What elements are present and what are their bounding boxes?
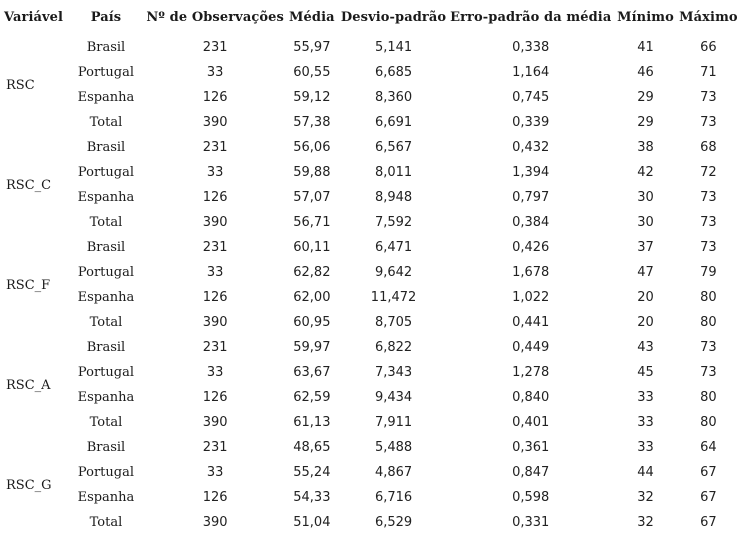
table-row	[0, 285, 740, 310]
cell-minimo: 44	[637, 465, 654, 480]
cell-minimo: 29	[637, 90, 654, 105]
cell-pais: Portugal	[77, 365, 134, 380]
cell-observacoes: 126	[202, 390, 228, 405]
header-media: Média	[289, 10, 335, 25]
table-row	[0, 510, 740, 535]
cell-variavel: RSC	[6, 77, 35, 93]
cell-media: 56,71	[293, 215, 331, 230]
cell-observacoes: 390	[202, 515, 228, 530]
cell-erro-padrao: 0,432	[512, 140, 550, 155]
cell-desvio-padrao: 7,343	[374, 365, 413, 380]
cell-observacoes: 33	[206, 65, 224, 80]
cell-media: 59,88	[293, 165, 331, 180]
cell-media: 62,59	[293, 390, 331, 405]
header-maximo: Máximo	[679, 10, 738, 25]
cell-observacoes: 390	[202, 415, 228, 430]
table-row	[0, 360, 740, 385]
cell-observacoes: 126	[202, 490, 228, 505]
cell-minimo: 29	[637, 115, 654, 130]
cell-maximo: 73	[700, 365, 717, 380]
cell-media: 59,12	[293, 90, 331, 105]
cell-erro-padrao: 0,797	[512, 190, 550, 205]
cell-erro-padrao: 0,401	[512, 415, 550, 430]
cell-maximo: 68	[700, 140, 717, 155]
cell-erro-padrao: 0,331	[512, 515, 550, 530]
cell-observacoes: 33	[206, 465, 224, 480]
cell-observacoes: 33	[206, 165, 224, 180]
cell-pais: Total	[89, 215, 123, 230]
cell-minimo: 20	[637, 290, 654, 305]
table-row	[0, 35, 740, 60]
cell-media: 55,97	[293, 40, 331, 55]
cell-desvio-padrao: 11,472	[370, 290, 417, 305]
cell-media: 55,24	[293, 465, 331, 480]
cell-pais: Espanha	[77, 90, 135, 105]
cell-observacoes: 231	[202, 40, 228, 55]
cell-erro-padrao: 0,840	[512, 390, 550, 405]
cell-erro-padrao: 0,598	[512, 490, 550, 505]
cell-minimo: 20	[637, 315, 654, 330]
cell-desvio-padrao: 6,567	[374, 140, 413, 155]
cell-maximo: 73	[700, 240, 717, 255]
cell-pais: Espanha	[77, 490, 135, 505]
cell-variavel: RSC_A	[6, 377, 51, 393]
cell-minimo: 46	[637, 65, 654, 80]
cell-maximo: 66	[700, 40, 717, 55]
cell-observacoes: 231	[202, 440, 228, 455]
table-row	[0, 485, 740, 510]
cell-observacoes: 33	[206, 365, 224, 380]
cell-minimo: 33	[637, 390, 654, 405]
table-row	[0, 460, 740, 485]
cell-pais: Total	[89, 115, 123, 130]
cell-desvio-padrao: 8,011	[374, 165, 413, 180]
table-row	[0, 60, 740, 85]
cell-observacoes: 126	[202, 190, 228, 205]
table-body	[0, 35, 740, 535]
cell-erro-padrao: 1,394	[512, 165, 550, 180]
cell-maximo: 73	[700, 90, 717, 105]
cell-desvio-padrao: 8,360	[374, 90, 413, 105]
cell-observacoes: 390	[202, 215, 228, 230]
cell-maximo: 67	[700, 465, 717, 480]
header-variavel: Variável	[4, 10, 64, 25]
cell-maximo: 73	[700, 215, 717, 230]
cell-minimo: 38	[637, 140, 654, 155]
cell-erro-padrao: 0,361	[512, 440, 550, 455]
cell-pais: Espanha	[77, 190, 135, 205]
cell-minimo: 32	[637, 490, 654, 505]
cell-pais: Brasil	[86, 240, 126, 255]
cell-pais: Brasil	[86, 140, 126, 155]
cell-desvio-padrao: 6,471	[374, 240, 413, 255]
cell-pais: Brasil	[86, 340, 126, 355]
table-row	[0, 410, 740, 435]
cell-desvio-padrao: 7,592	[374, 215, 413, 230]
cell-erro-padrao: 1,678	[512, 265, 550, 280]
cell-desvio-padrao: 8,705	[374, 315, 413, 330]
cell-media: 57,07	[293, 190, 331, 205]
table-row	[0, 435, 740, 460]
cell-desvio-padrao: 9,434	[374, 390, 413, 405]
table-row	[0, 385, 740, 410]
cell-maximo: 73	[700, 115, 717, 130]
cell-minimo: 47	[637, 265, 654, 280]
cell-pais: Brasil	[86, 440, 126, 455]
table-row	[0, 85, 740, 110]
cell-erro-padrao: 1,164	[512, 65, 550, 80]
cell-media: 60,55	[293, 65, 331, 80]
cell-desvio-padrao: 6,691	[374, 115, 413, 130]
cell-maximo: 80	[700, 290, 717, 305]
cell-erro-padrao: 1,278	[512, 365, 550, 380]
header-erro-padrao: Erro-padrão da média	[450, 10, 612, 25]
cell-maximo: 64	[700, 440, 717, 455]
cell-maximo: 67	[700, 490, 717, 505]
cell-pais: Espanha	[77, 290, 135, 305]
cell-maximo: 80	[700, 415, 717, 430]
cell-maximo: 80	[700, 315, 717, 330]
cell-desvio-padrao: 7,911	[374, 415, 413, 430]
cell-pais: Brasil	[86, 40, 126, 55]
table-row	[0, 335, 740, 360]
cell-variavel: RSC_F	[6, 277, 51, 293]
cell-desvio-padrao: 4,867	[374, 465, 413, 480]
cell-minimo: 33	[637, 415, 654, 430]
cell-erro-padrao: 0,449	[512, 340, 550, 355]
cell-pais: Portugal	[77, 165, 134, 180]
cell-media: 57,38	[293, 115, 331, 130]
cell-minimo: 37	[637, 240, 654, 255]
cell-variavel: RSC_C	[6, 177, 52, 193]
cell-pais: Total	[89, 415, 123, 430]
cell-variavel: RSC_G	[6, 477, 52, 493]
cell-pais: Portugal	[77, 265, 134, 280]
cell-media: 61,13	[293, 415, 331, 430]
cell-media: 59,97	[293, 340, 331, 355]
cell-maximo: 71	[700, 65, 717, 80]
cell-observacoes: 390	[202, 115, 228, 130]
cell-desvio-padrao: 6,716	[374, 490, 413, 505]
cell-observacoes: 126	[202, 290, 228, 305]
cell-erro-padrao: 0,338	[512, 40, 550, 55]
cell-maximo: 72	[700, 165, 717, 180]
header-observacoes: Nº de Observações	[146, 10, 284, 25]
cell-media: 48,65	[293, 440, 331, 455]
cell-pais: Total	[89, 515, 123, 530]
table-row	[0, 110, 740, 135]
cell-media: 60,95	[293, 315, 331, 330]
cell-pais: Espanha	[77, 390, 135, 405]
cell-minimo: 42	[637, 165, 654, 180]
cell-desvio-padrao: 8,948	[374, 190, 413, 205]
cell-erro-padrao: 0,384	[512, 215, 550, 230]
cell-desvio-padrao: 6,822	[374, 340, 413, 355]
cell-erro-padrao: 1,022	[512, 290, 550, 305]
cell-minimo: 30	[637, 190, 654, 205]
header-minimo: Mínimo	[617, 10, 674, 25]
header-desvio-padrao: Desvio-padrão	[340, 10, 447, 25]
header-row	[0, 0, 740, 35]
cell-observacoes: 33	[206, 265, 224, 280]
cell-desvio-padrao: 6,685	[374, 65, 413, 80]
cell-maximo: 80	[700, 390, 717, 405]
cell-minimo: 32	[637, 515, 654, 530]
table-row	[0, 210, 740, 235]
cell-pais: Portugal	[77, 65, 134, 80]
cell-minimo: 45	[637, 365, 654, 380]
table-row	[0, 235, 740, 260]
table-row	[0, 185, 740, 210]
table-row	[0, 260, 740, 285]
cell-pais: Total	[89, 315, 123, 330]
cell-erro-padrao: 0,339	[512, 115, 550, 130]
cell-minimo: 43	[637, 340, 654, 355]
cell-erro-padrao: 0,426	[512, 240, 550, 255]
cell-minimo: 33	[637, 440, 654, 455]
cell-desvio-padrao: 5,488	[374, 440, 413, 455]
cell-media: 51,04	[293, 515, 331, 530]
cell-media: 54,33	[293, 490, 331, 505]
cell-media: 60,11	[293, 240, 331, 255]
cell-observacoes: 231	[202, 140, 228, 155]
cell-maximo: 73	[700, 190, 717, 205]
cell-observacoes: 126	[202, 90, 228, 105]
table-row	[0, 160, 740, 185]
cell-desvio-padrao: 9,642	[374, 265, 413, 280]
cell-minimo: 30	[637, 215, 654, 230]
cell-maximo: 73	[700, 340, 717, 355]
cell-desvio-padrao: 5,141	[374, 40, 413, 55]
cell-media: 62,00	[293, 290, 331, 305]
cell-media: 63,67	[293, 365, 331, 380]
cell-desvio-padrao: 6,529	[374, 515, 413, 530]
table-row	[0, 135, 740, 160]
cell-observacoes: 390	[202, 315, 228, 330]
cell-media: 62,82	[293, 265, 331, 280]
cell-media: 56,06	[293, 140, 331, 155]
cell-observacoes: 231	[202, 340, 228, 355]
cell-erro-padrao: 0,847	[512, 465, 550, 480]
cell-pais: Portugal	[77, 465, 134, 480]
cell-maximo: 79	[700, 265, 717, 280]
header-pais: País	[90, 10, 122, 25]
cell-minimo: 41	[637, 40, 654, 55]
cell-erro-padrao: 0,745	[512, 90, 550, 105]
cell-observacoes: 231	[202, 240, 228, 255]
table-row	[0, 310, 740, 335]
cell-erro-padrao: 0,441	[512, 315, 550, 330]
cell-maximo: 67	[700, 515, 717, 530]
